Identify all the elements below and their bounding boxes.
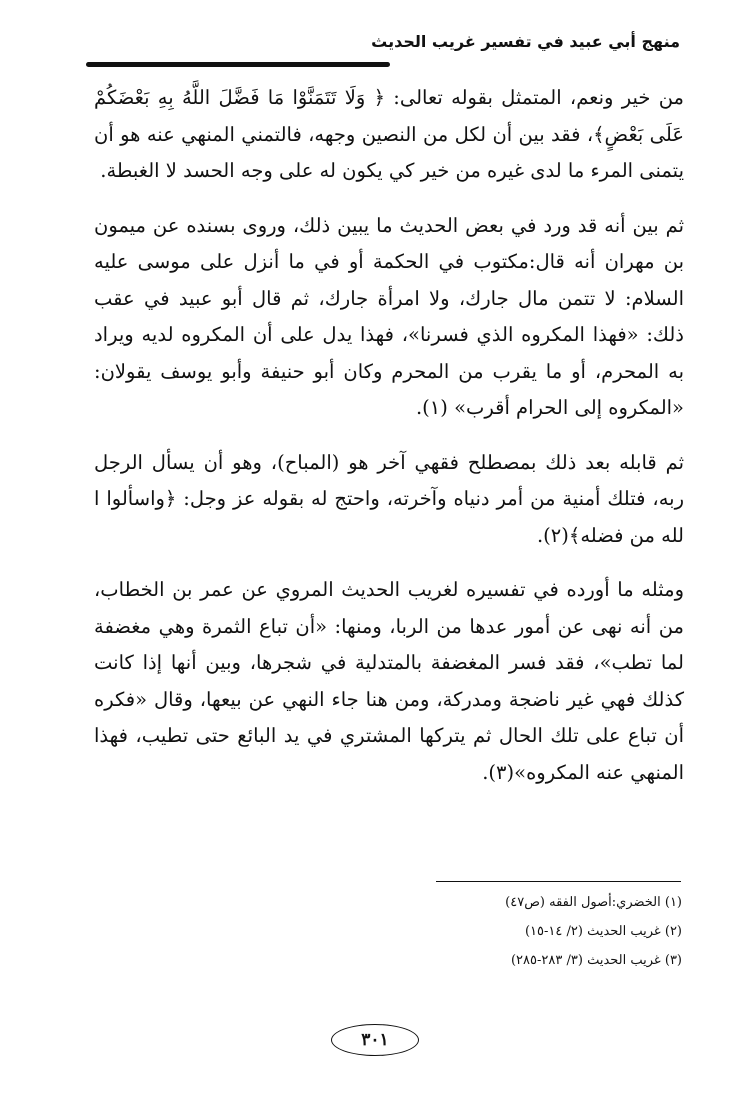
paragraph-2: ثم بين أنه قد ورد في بعض الحديث ما يبين ذلك، وروى بسنده عن ميمون بن مهران أنه قال:مكتوب في الحكمة أو في ما أنزل على موسى عليه السلام: لا تتمن مال جارك، ولا امرأة جارك، ثم قال أبو عبيد في عقب ذلك: «فهذا المكروه الذي فسرنا»، فهذا يدل على أن المكروه لديه ويراد به المحرم، أو ما يقرب من المحرم وكان أبو حنيفة وأبو يوسف يقولان: «المكروه إلى الحرام أقرب» (١). xyxy=(94,213,684,419)
page-number: ٣٠١ xyxy=(331,1024,419,1056)
header-title: منهج أبي عبيد في تفسير غريب الحديث xyxy=(371,32,680,51)
header-rule xyxy=(86,62,390,67)
footnote-1: (١) الخضري:أصول الفقه (ص٤٧) xyxy=(505,895,682,910)
paragraph-1: من خير ونعم، المتمثل بقوله تعالى: ﴿ وَلَا تَتَمَنَّوْا مَا فَضَّلَ اللَّهُ بِهِ بَعْضَكُمْ عَلَى بَعْضٍ﴾، فقد بين أن لكل من النصين وجهه، فالتمني المنهي عنه هو أن يتمنى المرء ما لدى غيره من خير كي يكون له على وجه الحسد لا الغبطة. xyxy=(94,86,684,182)
footnote-3: (٣) غريب الحديث (٣/ ٢٨٣-٢٨٥) xyxy=(510,953,682,968)
footnote-separator xyxy=(436,881,681,882)
footnotes xyxy=(430,888,682,975)
footnote-2: (٢) غريب الحديث (٢/ ١٤-١٥) xyxy=(524,924,682,939)
running-header xyxy=(86,28,680,68)
paragraph-4: ومثله ما أورده في تفسيره لغريب الحديث المروي عن عمر بن الخطاب، من أنه نهى عن أمور عدها من الربا، ومنها: «أن تباع الثمرة وهي مغضفة لما تطب»، فقد فسر المغضفة بالمتدلية في شجرها، وبين أنها إذا كانت كذلك فهي غير ناضجة ومدركة، ومن هنا جاء النهي عن بيعها، وقال «فكره أن تباع على تلك الحال ثم يتركها المشتري في يد البائع حتى تطيب، فهذا المنهي عنه المكروه»(٣). xyxy=(94,578,684,784)
paragraph-3: ثم قابله بعد ذلك بمصطلح فقهي آخر هو (المباح)، وهو أن يسأل الرجل ربه، فتلك أمنية من أمر دنياه وآخرته، واحتج له بقوله عز وجل: ﴿واسألوا ا لله من فضله﴾(٢). xyxy=(94,450,684,547)
body-text xyxy=(94,80,684,791)
